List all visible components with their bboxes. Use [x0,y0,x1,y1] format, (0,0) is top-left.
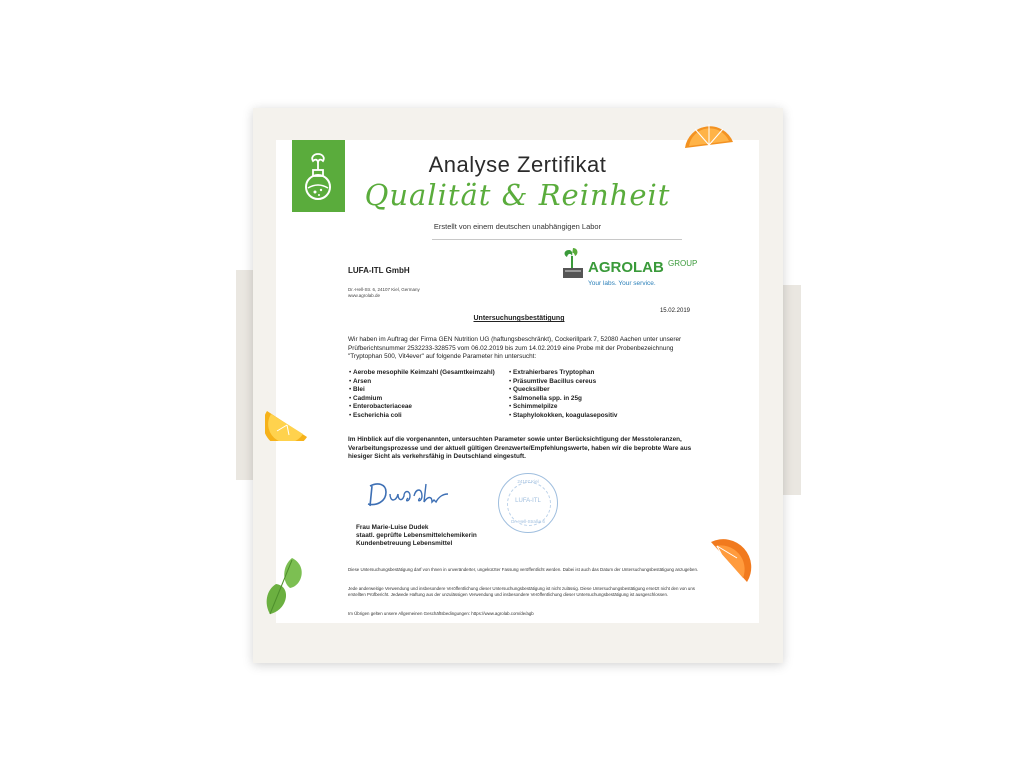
list-item: • Cadmium [349,395,495,404]
signer-title: staatl. geprüfte Lebensmittelchemikerin [356,532,477,539]
certificate-title: Analyse Zertifikat [428,152,607,177]
orange-slice-top-right [683,112,735,152]
lab-stamp [498,473,558,533]
intro-paragraph: Wir haben im Auftrag der Firma GEN Nutrition UG (haftungsbeschränkt), Cockerillpark 7, 52080 Aachen unter unserer Prüfberichtsnummer 2532233-328575 vom 06.02.2019 bis zum 14.02.2019 eine Probe mit der Probenbezeichnung "Tryptophan 500, Vit4ever" auf folgende Parameter hin untersucht: [348,336,682,360]
leaf-icon [262,556,310,618]
parameter-list-right [509,369,617,420]
document-date: 15.02.2019 [659,308,690,314]
list-item: • Staphylokokken, koagulasepositiv [509,412,617,421]
stamp-bottom-text: Dr.-Hell-Straße 6 [511,519,545,524]
orange-slice-bottom-right [707,536,755,586]
footnote-usage: Jede anderweitige Verwendung und insbesondere Veröffentlichung dieser Untersuchungsbestätigung ist nicht zulässig. Diese Untersuchungsbestätigung ersetzt nicht den von uns erstellten Prüfbericht. Jedwede Haftung aus der unzulässigen Verwendung und insbesondere Veröffentlichung dieser Untersuchungsbestätigung ist ausgeschlossen. [348,586,696,597]
lab-website: www.agrolab.de [348,293,381,298]
signer-department: Kundenbetreuung Lebensmittel [356,540,453,547]
conclusion-paragraph: Im Hinblick auf die vorgenannten, untersuchten Parameter sowie unter Berücksichtigung der Messtoleranzen, Verarbeitungsprozesse und der aktuell gültigen Grenzwerte/Empfehlungswerte, haben wir die beprobte Ware aus hiesiger Sicht als verkehrsfähig in Deutschland eingestuft. [348,436,692,460]
orange-slice-left [265,407,309,441]
agrolab-logo-text: AGROLAB [588,259,664,276]
lab-address-line: Dr.-Hell-Str. 6, 24107 Kiel, Germany [348,287,420,292]
agrolab-logo-group: GROUP [668,259,698,268]
lab-name: LUFA-ITL GmbH [348,266,410,275]
list-item: • Extrahierbares Tryptophan [509,369,617,378]
signer-name: Frau Marie-Luise Dudek [356,524,429,531]
lab-address [348,287,420,299]
list-item: • Salmonella spp. in 25g [509,395,617,404]
agrolab-logo-icon [561,246,587,282]
agrolab-tagline: Your labs. Your service. [588,280,656,287]
stamp-top-text: 24107 Kiel [517,479,539,484]
list-item: • Arsen [349,378,495,387]
divider [432,239,682,240]
list-item: • Blei [349,386,495,395]
list-item: • Aerobe mesophile Keimzahl (Gesamtkeimzahl) [349,369,495,378]
list-item: • Präsumtive Bacillus cereus [509,378,617,387]
list-item: • Quecksilber [509,386,617,395]
list-item: • Escherichia coli [349,412,495,421]
stamp-center-text: LUFA-ITL [515,498,541,504]
document-heading: Untersuchungsbestätigung [473,315,565,322]
signer-block [356,524,477,548]
signature [364,478,454,512]
list-item: • Schimmelpilze [509,403,617,412]
certificate-script-title: Qualität & Reinheit [364,178,671,212]
parameter-list-left [349,369,495,420]
footnote-publication: Diese Untersuchungsbestätigung darf von Ihnen in unveränderter, ungekürzter Fassung veröffentlicht werden. Dabei ist auch das Datum der Untersuchungsbestätigung anzugeben. [348,567,699,572]
certificate-subtitle: Erstellt von einem deutschen unabhängigen Labor [433,222,602,231]
footnote-terms: Im Übrigen gelten unsere Allgemeinen Geschäftsbedingungen: https://www.agrolab.com/de/agb [348,611,534,616]
list-item: • Enterobacteriaceae [349,403,495,412]
